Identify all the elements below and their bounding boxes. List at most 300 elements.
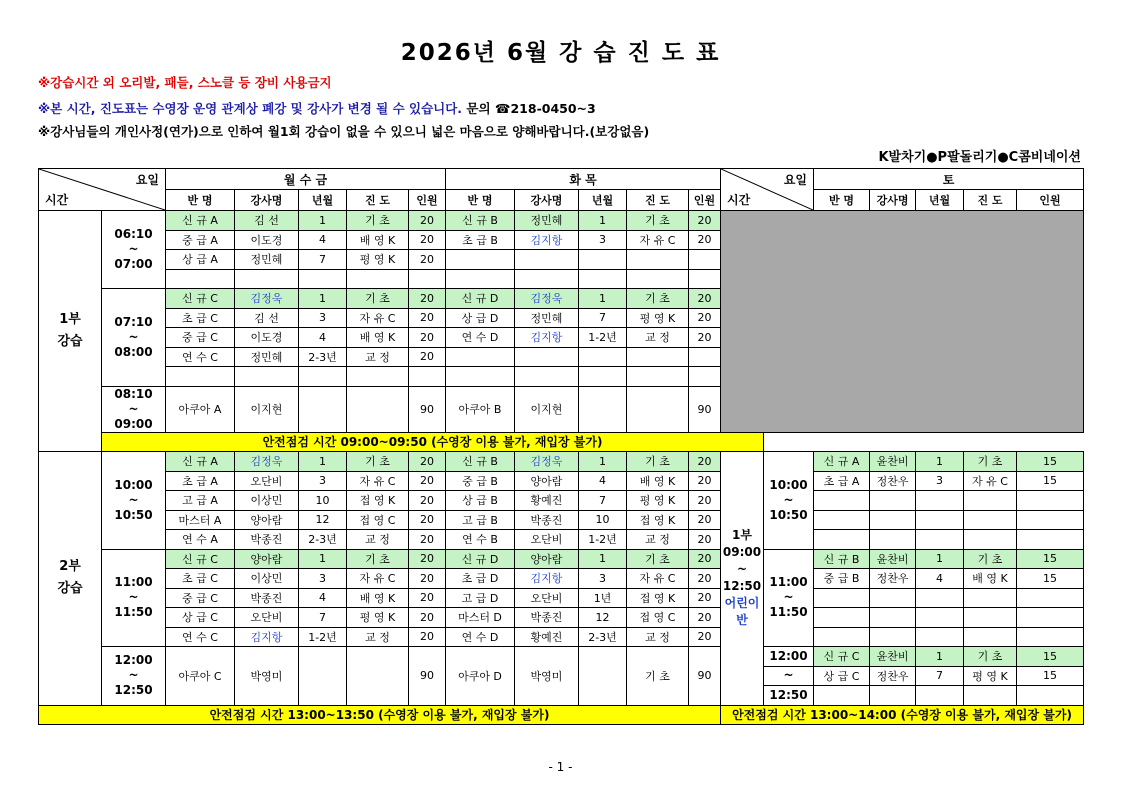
group-2 (39, 452, 102, 706)
class-name: 마스터 A (166, 510, 235, 530)
progress: 평 영 K (627, 491, 689, 511)
teacher-name: 양아람 (515, 471, 579, 491)
class-name: 신 규 C (814, 647, 870, 667)
header-tt: 화 목 (446, 169, 721, 190)
col-people: 인원 (689, 190, 721, 211)
years (916, 608, 964, 628)
years (579, 386, 627, 432)
progress (627, 250, 689, 270)
header-mwf: 월 수 금 (166, 169, 446, 190)
text-line: 10:00 (769, 477, 808, 492)
sat-time-end: 12:50 (764, 686, 814, 706)
class-name: 초 급 A (814, 471, 870, 491)
years (916, 588, 964, 608)
years: 1 (916, 647, 964, 667)
teacher-name: 김정욱 (235, 289, 299, 309)
notice-absence: ※강사님들의 개인사정(연가)으로 인하여 월1회 강습이 없을 수 있으니 넓은 마음으로 양해바랍니다.(보강없음) (38, 124, 650, 139)
text-line: 09:00 (722, 545, 762, 560)
teacher-name: 정민혜 (235, 250, 299, 270)
text-line: 11:00 (114, 575, 153, 590)
years (299, 367, 347, 387)
table-row (39, 211, 1084, 231)
progress: 접 영 K (627, 588, 689, 608)
text-line: 1부 (732, 528, 752, 543)
page-title: 2026년 6월 강 습 진 도 표 (400, 40, 721, 66)
years: 4 (299, 328, 347, 348)
progress: 배 영 K (347, 230, 409, 250)
text-line: ~ (783, 492, 794, 507)
progress (627, 367, 689, 387)
class-name: 상 급 C (814, 666, 870, 686)
teacher-name: 윤찬비 (870, 647, 916, 667)
people: 20 (689, 530, 721, 550)
progress: 자 유 C (347, 471, 409, 491)
class-name: 고 급 D (446, 588, 515, 608)
people (1017, 510, 1084, 530)
teacher-name: 김지항 (235, 627, 299, 647)
years (916, 686, 964, 706)
progress: 기 초 (627, 211, 689, 231)
class-name: 초 급 D (446, 569, 515, 589)
header-corner-sat (721, 169, 814, 211)
progress: 교 정 (347, 627, 409, 647)
years: 3 (579, 230, 627, 250)
years: 3 (299, 471, 347, 491)
progress: 기 초 (627, 647, 689, 706)
years: 1 (916, 452, 964, 472)
class-name (166, 269, 235, 289)
teacher-name: 정찬우 (870, 666, 916, 686)
progress (964, 510, 1017, 530)
kid-class-label (725, 596, 760, 627)
progress (964, 686, 1017, 706)
class-name (446, 269, 515, 289)
safety-notice-sat: 안전점검 시간 13:00~14:00 (수영장 이용 불가, 재입장 불가) (721, 705, 1084, 725)
teacher-name (515, 367, 579, 387)
people (689, 347, 721, 367)
table-row (39, 647, 1084, 667)
people (1017, 588, 1084, 608)
sigan-label: 시간 (727, 193, 751, 207)
teacher-name: 황예진 (515, 491, 579, 511)
years: 10 (299, 491, 347, 511)
saturday-session (721, 452, 764, 706)
text-line: 12:50 (114, 683, 153, 698)
progress: 평 영 K (627, 308, 689, 328)
teacher-name: 이지현 (235, 386, 299, 432)
class-name: 초 급 C (166, 308, 235, 328)
text-line: ~ (128, 329, 139, 344)
class-name (166, 367, 235, 387)
years (299, 386, 347, 432)
teacher-name: 박종진 (515, 510, 579, 530)
teacher-name: 김지항 (515, 328, 579, 348)
people (689, 269, 721, 289)
class-name: 중 급 B (814, 569, 870, 589)
people (1017, 608, 1084, 628)
teacher-name (870, 530, 916, 550)
teacher-name: 김정욱 (235, 452, 299, 472)
people: 20 (409, 452, 446, 472)
header-corner (39, 169, 166, 211)
teacher-name: 박종진 (515, 608, 579, 628)
col-ban: 반 명 (814, 190, 870, 211)
text-line: ~ (128, 590, 139, 605)
years: 1 (299, 452, 347, 472)
progress: 기 초 (347, 211, 409, 231)
progress: 배 영 K (964, 569, 1017, 589)
class-name: 중 급 C (166, 588, 235, 608)
people: 20 (689, 289, 721, 309)
teacher-name: 양아람 (235, 510, 299, 530)
progress: 접 영 K (347, 491, 409, 511)
class-name (446, 347, 515, 367)
people (409, 269, 446, 289)
years: 1 (579, 211, 627, 231)
people: 20 (689, 549, 721, 569)
text-line: 11:50 (114, 605, 153, 620)
teacher-name (870, 588, 916, 608)
safety-notice: 안전점검 시간 09:00~09:50 (수영장 이용 불가, 재입장 불가) (102, 432, 764, 452)
text-line: 11:50 (769, 605, 808, 620)
teacher-name: 박종진 (235, 530, 299, 550)
people: 20 (689, 608, 721, 628)
teacher-name: 황예진 (515, 627, 579, 647)
people: 20 (409, 328, 446, 348)
table-row (39, 530, 1084, 550)
group-1 (39, 211, 102, 452)
notice-equipment: ※강습시간 외 오리발, 패들, 스노클 등 장비 사용금지 (38, 75, 332, 90)
people: 20 (409, 627, 446, 647)
progress: 자 유 C (627, 230, 689, 250)
progress (627, 269, 689, 289)
teacher-name: 윤찬비 (870, 549, 916, 569)
text-line: 07:00 (114, 257, 153, 271)
text-line: ~ (128, 401, 139, 416)
people: 20 (689, 588, 721, 608)
teacher-name: 오단비 (235, 471, 299, 491)
years: 1-2년 (579, 328, 627, 348)
progress: 교 정 (347, 347, 409, 367)
class-name: 신 규 A (166, 452, 235, 472)
safety-notice: 안전점검 시간 13:00~13:50 (수영장 이용 불가, 재입장 불가) (39, 705, 721, 725)
class-name: 상 급 B (446, 491, 515, 511)
years (916, 530, 964, 550)
text-line: 11:00 (769, 575, 808, 590)
sat-time-slot (764, 549, 814, 647)
class-name: 아쿠아 B (446, 386, 515, 432)
people: 90 (689, 647, 721, 706)
progress: 기 초 (347, 289, 409, 309)
years: 7 (299, 250, 347, 270)
teacher-name: 김지항 (515, 569, 579, 589)
teacher-name: 이도경 (235, 230, 299, 250)
teacher-name: 김지항 (515, 230, 579, 250)
years: 3 (916, 471, 964, 491)
years (299, 647, 347, 706)
col-teacher: 강사명 (235, 190, 299, 211)
people: 20 (689, 328, 721, 348)
progress: 기 초 (964, 452, 1017, 472)
teacher-name: 이상민 (235, 569, 299, 589)
people: 20 (409, 588, 446, 608)
table-row (39, 169, 1084, 190)
time-slot (102, 647, 166, 706)
people: 90 (409, 647, 446, 706)
people: 20 (689, 230, 721, 250)
people: 20 (409, 608, 446, 628)
people: 20 (409, 250, 446, 270)
class-name (814, 627, 870, 647)
progress: 접 영 C (347, 510, 409, 530)
years: 2-3년 (299, 530, 347, 550)
years (916, 491, 964, 511)
teacher-name: 이도경 (235, 328, 299, 348)
progress: 교 정 (627, 530, 689, 550)
years (579, 647, 627, 706)
people: 15 (1017, 647, 1084, 667)
progress (347, 269, 409, 289)
people (1017, 627, 1084, 647)
progress: 평 영 K (347, 608, 409, 628)
progress: 기 초 (964, 647, 1017, 667)
people: 20 (689, 452, 721, 472)
legend: K발차기●P팔돌리기●C콤비네이션 (878, 150, 1081, 165)
people: 90 (409, 386, 446, 432)
class-name: 초 급 B (446, 230, 515, 250)
class-name: 신 규 C (166, 549, 235, 569)
progress: 배 영 K (347, 328, 409, 348)
progress: 접 영 K (627, 510, 689, 530)
progress: 기 초 (627, 549, 689, 569)
sat-time-sep: ~ (764, 666, 814, 686)
people: 20 (409, 549, 446, 569)
people (1017, 491, 1084, 511)
people: 20 (409, 491, 446, 511)
class-name: 중 급 C (166, 328, 235, 348)
people: 20 (689, 471, 721, 491)
col-years: 년월 (299, 190, 347, 211)
people: 90 (689, 386, 721, 432)
teacher-name (870, 627, 916, 647)
years: 2-3년 (579, 627, 627, 647)
progress: 기 초 (627, 452, 689, 472)
years: 4 (916, 569, 964, 589)
text-line: 06:10 (114, 227, 153, 241)
class-name: 신 규 D (446, 289, 515, 309)
progress (347, 647, 409, 706)
text-line: ~ (128, 242, 139, 256)
teacher-name (515, 250, 579, 270)
progress: 배 영 K (627, 471, 689, 491)
people: 15 (1017, 549, 1084, 569)
table-row (39, 432, 1084, 452)
text-line: 어린이 (724, 596, 760, 611)
progress: 기 초 (627, 289, 689, 309)
people: 20 (689, 510, 721, 530)
text-line: 07:10 (114, 314, 153, 329)
progress (964, 627, 1017, 647)
progress: 교 정 (627, 328, 689, 348)
col-years: 년월 (579, 190, 627, 211)
people: 20 (689, 308, 721, 328)
progress: 자 유 C (964, 471, 1017, 491)
years: 4 (299, 588, 347, 608)
progress: 평 영 K (964, 666, 1017, 686)
years: 10 (579, 510, 627, 530)
text-line: 10:00 (114, 477, 153, 492)
time-slot (102, 289, 166, 387)
class-name: 연 수 C (166, 627, 235, 647)
teacher-name (870, 491, 916, 511)
years: 1 (579, 452, 627, 472)
years: 7 (579, 491, 627, 511)
text-line: 09:00 (114, 416, 153, 431)
class-name: 마스터 D (446, 608, 515, 628)
class-name: 아쿠아 D (446, 647, 515, 706)
contact-phone: 문의 ☎218-0450~3 (462, 101, 596, 116)
teacher-name: 김정욱 (515, 289, 579, 309)
text-line: 08:10 (114, 386, 153, 401)
years: 3 (299, 308, 347, 328)
text-line: ~ (783, 590, 794, 605)
notice-change-text: ※본 시간, 진도표는 수영장 운영 관계상 폐강 및 강사가 변경 될 수 있습니다. (38, 101, 463, 116)
progress: 교 정 (347, 530, 409, 550)
text-line: 강습 (57, 334, 83, 349)
class-name: 신 규 A (166, 211, 235, 231)
teacher-name: 정찬우 (870, 471, 916, 491)
progress: 자 유 C (347, 569, 409, 589)
progress (964, 530, 1017, 550)
years: 1 (916, 549, 964, 569)
class-name: 고 급 A (166, 491, 235, 511)
class-name (446, 250, 515, 270)
notice-change (38, 99, 596, 117)
people: 20 (409, 471, 446, 491)
teacher-name (870, 686, 916, 706)
text-line: 2부 (59, 559, 81, 575)
page-number: - 1 - (548, 760, 573, 774)
teacher-name: 김 선 (235, 211, 299, 231)
col-years: 년월 (916, 190, 964, 211)
years: 12 (299, 510, 347, 530)
years: 7 (579, 308, 627, 328)
teacher-name: 정찬우 (870, 569, 916, 589)
teacher-name: 오단비 (235, 608, 299, 628)
teacher-name (870, 608, 916, 628)
col-people: 인원 (409, 190, 446, 211)
class-name: 아쿠아 C (166, 647, 235, 706)
years: 1 (579, 549, 627, 569)
teacher-name: 김정욱 (515, 452, 579, 472)
schedule-table (38, 168, 1084, 725)
table-row (39, 471, 1084, 491)
class-name: 신 규 B (446, 452, 515, 472)
class-name: 초 급 C (166, 569, 235, 589)
people: 15 (1017, 471, 1084, 491)
progress (347, 386, 409, 432)
progress (964, 588, 1017, 608)
progress: 기 초 (347, 549, 409, 569)
yoil-label: 요일 (135, 173, 159, 187)
progress (347, 367, 409, 387)
people: 20 (409, 530, 446, 550)
teacher-name: 박영미 (235, 647, 299, 706)
class-name: 연 수 B (446, 530, 515, 550)
time-slot (102, 549, 166, 647)
class-name: 신 규 D (446, 549, 515, 569)
teacher-name (870, 510, 916, 530)
class-name: 연 수 D (446, 627, 515, 647)
progress (627, 386, 689, 432)
progress: 평 영 K (347, 250, 409, 270)
teacher-name (515, 347, 579, 367)
class-name (814, 530, 870, 550)
people: 20 (689, 569, 721, 589)
progress: 자 유 C (347, 308, 409, 328)
col-ban: 반 명 (166, 190, 235, 211)
table-row (39, 588, 1084, 608)
years: 2-3년 (299, 347, 347, 367)
people: 15 (1017, 666, 1084, 686)
years (916, 627, 964, 647)
text-line: 12:50 (722, 579, 762, 594)
years (299, 269, 347, 289)
teacher-name: 오단비 (515, 530, 579, 550)
progress: 교 정 (627, 627, 689, 647)
teacher-name: 박영미 (515, 647, 579, 706)
text-line: ~ (736, 562, 748, 577)
people: 20 (409, 211, 446, 231)
table-row (39, 491, 1084, 511)
years: 1년 (579, 588, 627, 608)
text-line: 강습 (57, 581, 83, 597)
progress: 자 유 C (627, 569, 689, 589)
text-line: 반 (736, 613, 748, 628)
teacher-name (235, 367, 299, 387)
teacher-name: 이상민 (235, 491, 299, 511)
col-teacher: 강사명 (515, 190, 579, 211)
teacher-name (515, 269, 579, 289)
people: 20 (409, 308, 446, 328)
people: 20 (689, 491, 721, 511)
years (579, 250, 627, 270)
people: 20 (689, 211, 721, 231)
text-line: 10:50 (114, 507, 153, 522)
class-name: 신 규 C (166, 289, 235, 309)
table-row (39, 705, 1084, 725)
teacher-name: 정민혜 (515, 211, 579, 231)
people (1017, 530, 1084, 550)
people: 15 (1017, 569, 1084, 589)
col-progress: 진 도 (347, 190, 409, 211)
class-name (446, 367, 515, 387)
years: 3 (299, 569, 347, 589)
class-name: 중 급 B (446, 471, 515, 491)
table-row (39, 627, 1084, 647)
teacher-name (235, 269, 299, 289)
col-progress: 진 도 (964, 190, 1017, 211)
sat-time-start: 12:00 (764, 647, 814, 667)
class-name: 신 규 A (814, 452, 870, 472)
years: 7 (916, 666, 964, 686)
text-line: 08:00 (114, 344, 153, 359)
progress: 기 초 (964, 549, 1017, 569)
text-line: ~ (128, 668, 139, 683)
class-name: 연 수 C (166, 347, 235, 367)
table-row (39, 452, 1084, 472)
time-slot (102, 386, 166, 432)
